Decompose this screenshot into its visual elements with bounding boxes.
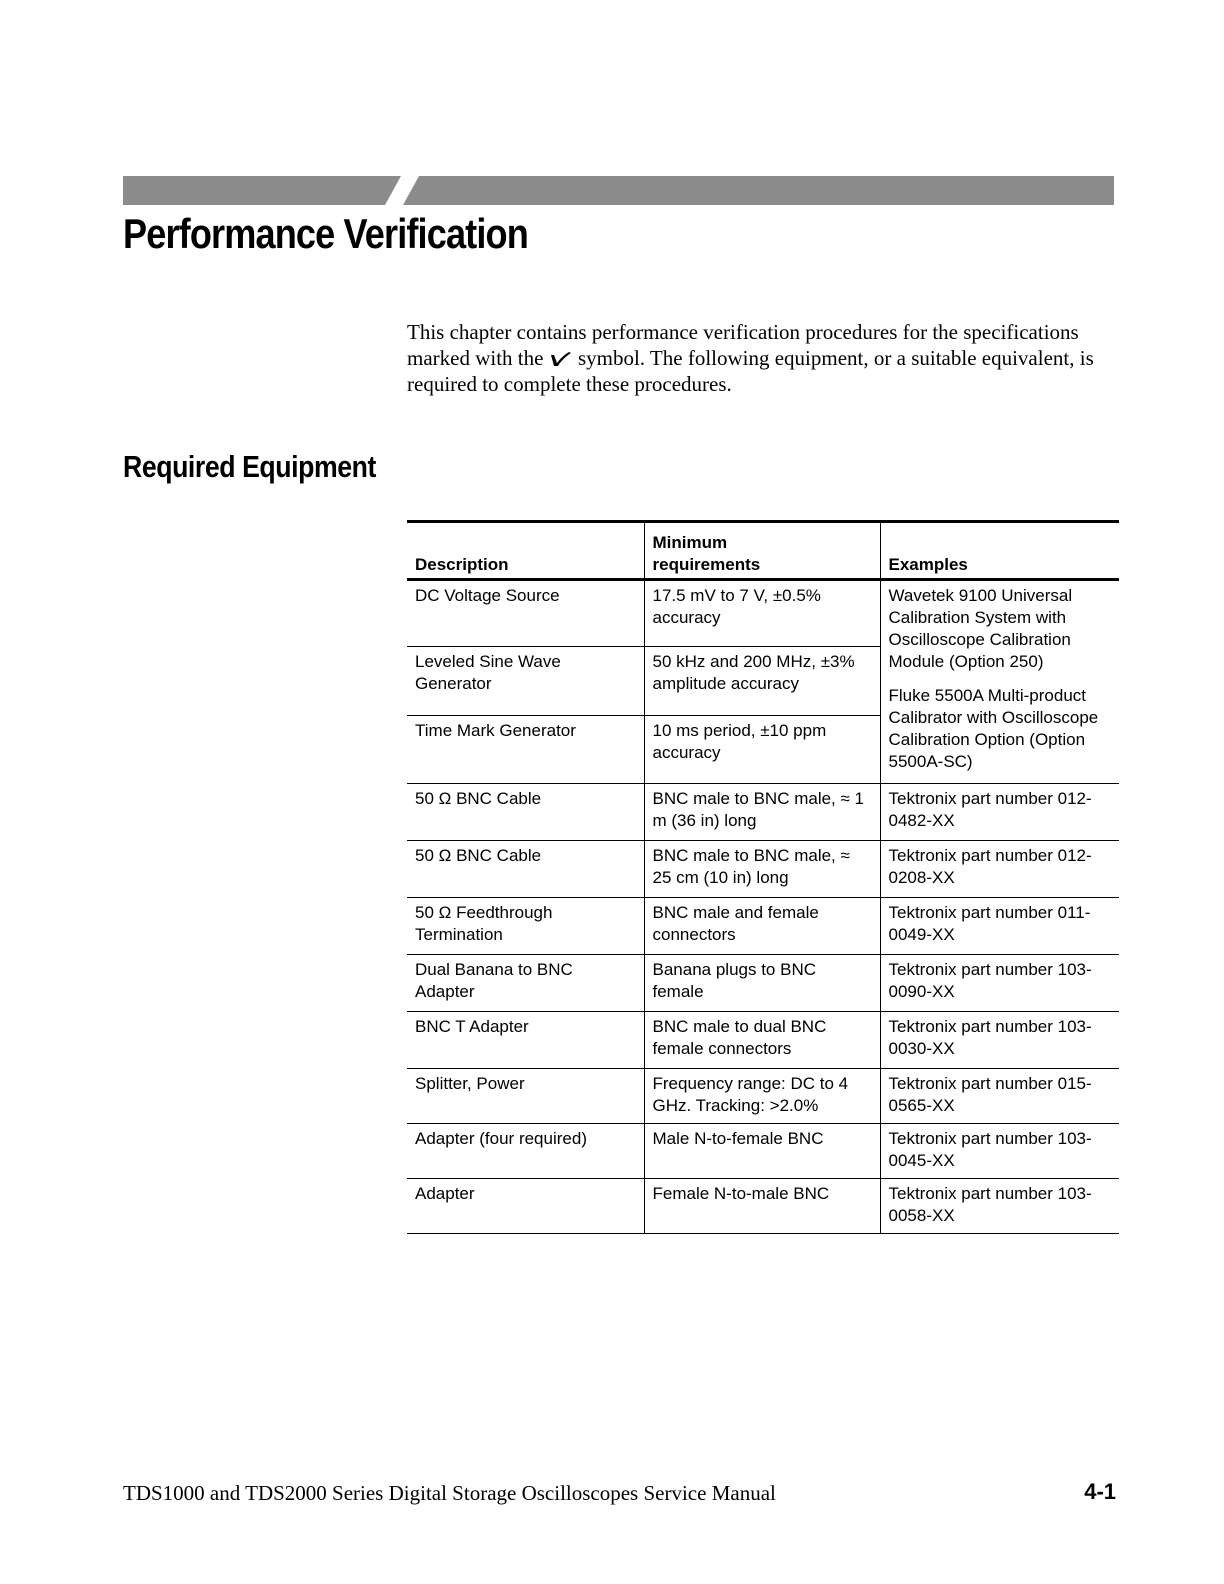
minimum-cell: BNC male and female connectors [644, 898, 880, 955]
description-cell: Adapter [407, 1179, 644, 1234]
table-row [407, 1069, 1119, 1124]
intro-paragraph [407, 319, 1112, 397]
examples-cell: Tektronix part number 103-0045-XX [880, 1124, 1119, 1179]
examples-cell: Tektronix part number 012-0482-XX [880, 784, 1119, 841]
intro-text-before: This chapter contains performance verification procedures for the specifications marked with the [407, 320, 1079, 370]
table-row [407, 841, 1119, 898]
footer-manual-title: TDS1000 and TDS2000 Series Digital Storage Oscilloscopes Service Manual [123, 1481, 776, 1505]
intro-text-after: symbol. The following equipment, or a suitable equivalent, is required to complete these procedures. [407, 346, 1094, 396]
column-header-examples: Examples [880, 522, 1119, 580]
description-cell: 50 Ω BNC Cable [407, 841, 644, 898]
minimum-cell: Male N-to-female BNC [644, 1124, 880, 1179]
check-mark-icon [549, 351, 573, 367]
description-cell: Adapter (four required) [407, 1124, 644, 1179]
chapter-title: Performance Verification [123, 210, 528, 257]
minimum-cell: Frequency range: DC to 4 GHz. Tracking: >2.0% [644, 1069, 880, 1124]
description-cell: Leveled Sine Wave Generator [407, 647, 644, 716]
table-row [407, 1179, 1119, 1234]
examples-cell: Tektronix part number 103-0030-XX [880, 1012, 1119, 1069]
minimum-cell: 17.5 mV to 7 V, ±0.5% accuracy [644, 580, 880, 647]
example-fluke: Fluke 5500A Multi-product Calibrator with Oscilloscope Calibration Option (Option 5500A-SC) [888, 686, 1099, 771]
column-header-minimum: Minimum requirements [644, 522, 880, 580]
minimum-cell: Banana plugs to BNC female [644, 955, 880, 1012]
table-row [407, 1012, 1119, 1069]
examples-cell: Tektronix part number 011-0049-XX [880, 898, 1119, 955]
example-wavetek: Wavetek 9100 Universal Calibration System with Oscilloscope Calibration Module (Option 250) [888, 586, 1073, 671]
minimum-cell: BNC male to BNC male, ≈ 1 m (36 in) long [644, 784, 880, 841]
description-cell: DC Voltage Source [407, 580, 644, 647]
description-cell: 50 Ω BNC Cable [407, 784, 644, 841]
shared-examples-cell [880, 580, 1119, 784]
examples-cell: Tektronix part number 103-0090-XX [880, 955, 1119, 1012]
minimum-cell: 50 kHz and 200 MHz, ±3% amplitude accuracy [644, 647, 880, 716]
section-title: Required Equipment [123, 449, 376, 484]
description-cell: BNC T Adapter [407, 1012, 644, 1069]
table-row [407, 1124, 1119, 1179]
minimum-cell: 10 ms period, ±10 ppm accuracy [644, 716, 880, 784]
table-row [407, 784, 1119, 841]
examples-cell: Tektronix part number 012-0208-XX [880, 841, 1119, 898]
table-header-row [407, 522, 1119, 580]
description-cell: Dual Banana to BNC Adapter [407, 955, 644, 1012]
required-equipment-table [407, 520, 1119, 1234]
minimum-cell: BNC male to dual BNC female connectors [644, 1012, 880, 1069]
examples-cell: Tektronix part number 103-0058-XX [880, 1179, 1119, 1234]
description-cell: Splitter, Power [407, 1069, 644, 1124]
description-cell: Time Mark Generator [407, 716, 644, 784]
description-cell: 50 Ω Feedthrough Termination [407, 898, 644, 955]
page-number: 4-1 [1084, 1479, 1116, 1504]
table-row [407, 955, 1119, 1012]
column-header-description: Description [415, 555, 509, 574]
examples-cell: Tektronix part number 015-0565-XX [880, 1069, 1119, 1124]
chapter-header-bar [123, 176, 1114, 205]
minimum-cell: Female N-to-male BNC [644, 1179, 880, 1234]
table-row [407, 580, 1119, 647]
table-row [407, 898, 1119, 955]
minimum-cell: BNC male to BNC male, ≈ 25 cm (10 in) long [644, 841, 880, 898]
